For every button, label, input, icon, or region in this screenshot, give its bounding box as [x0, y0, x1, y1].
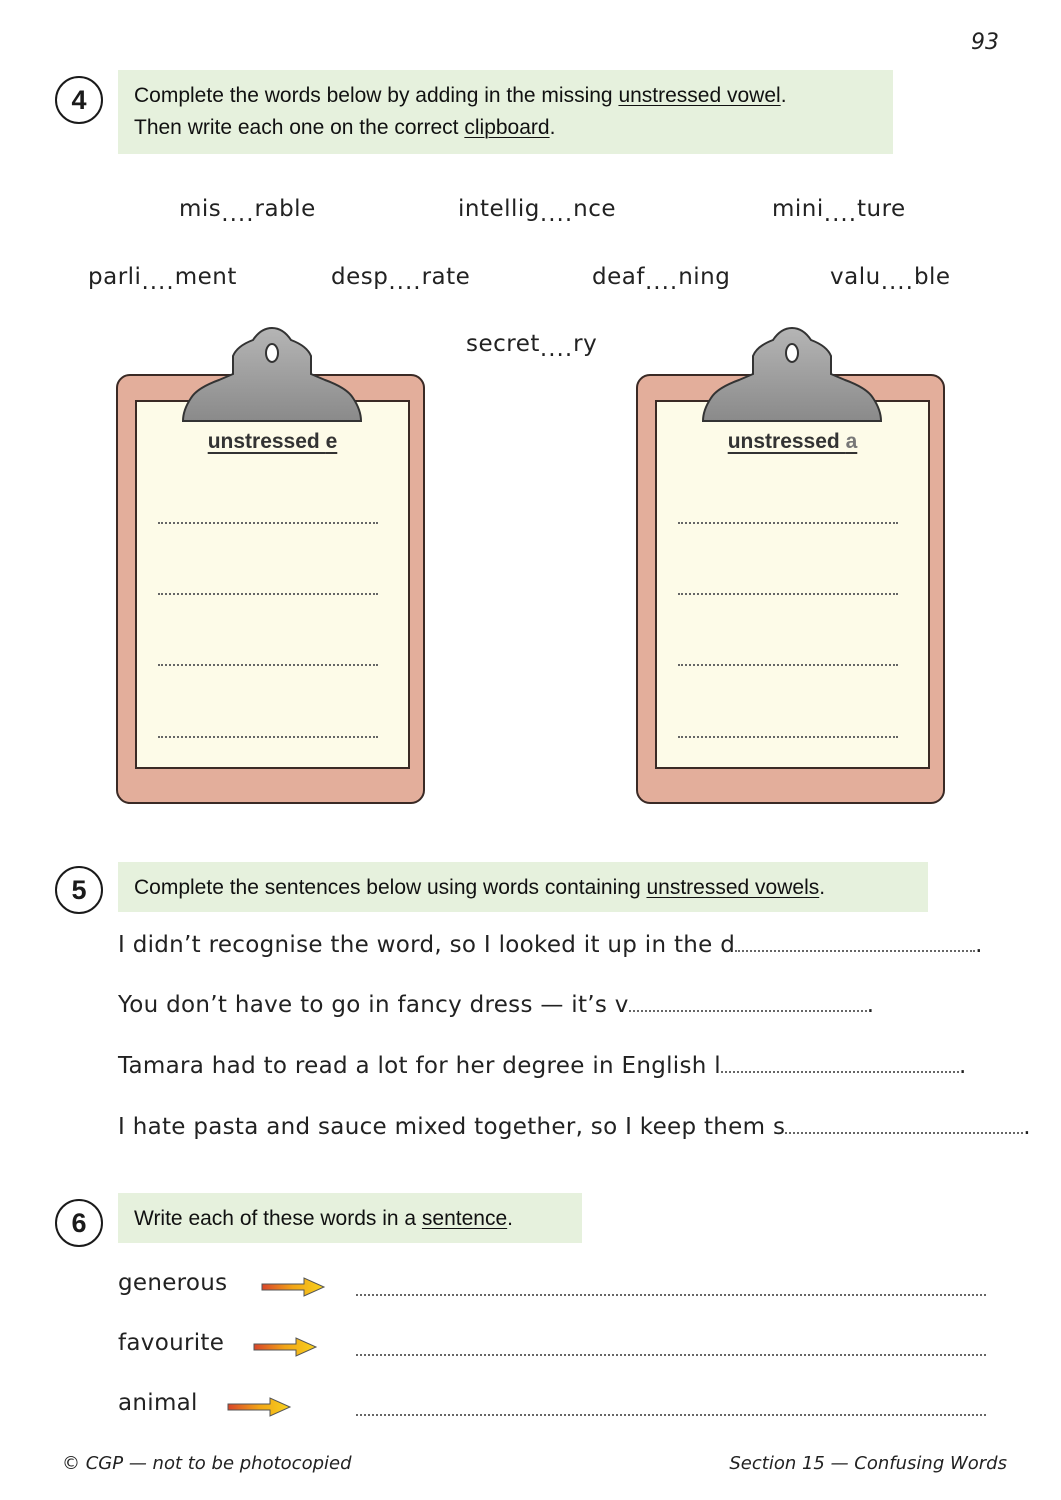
clipboard-clip-icon: [695, 326, 890, 424]
arrow-right-icon: [226, 1396, 292, 1418]
q6-instruction-text: Write each of these words in a: [134, 1207, 422, 1230]
question-4-instruction: [118, 70, 893, 154]
q4-instruction-underlined-2: clipboard: [464, 116, 550, 139]
sentence-line: Tamara had to read a lot for her degree in English l .: [118, 1053, 967, 1079]
question-6-instruction: [118, 1193, 582, 1243]
q4-instruction-underlined-1: unstressed vowel: [618, 84, 781, 107]
sentence-blank[interactable]: [785, 1131, 1023, 1134]
sentence-blank[interactable]: [629, 1009, 867, 1012]
question-5-instruction: [118, 862, 928, 912]
q5-instruction-underlined: unstressed vowels: [646, 876, 820, 899]
footer-copyright: © CGP — not to be photocopied: [62, 1453, 352, 1474]
q6-instruction-punct: .: [507, 1207, 513, 1230]
answer-line[interactable]: [158, 736, 378, 738]
q5-instruction-punct: .: [819, 876, 826, 899]
clipboard-paper-e: [135, 400, 410, 769]
answer-line[interactable]: [678, 522, 898, 524]
arrow-right-icon: [260, 1276, 326, 1298]
word-gap-item: mini....ture: [772, 196, 906, 227]
sentence-line: I hate pasta and sauce mixed together, so I keep them s .: [118, 1114, 1031, 1140]
sentence-blank[interactable]: [735, 949, 975, 952]
answer-line[interactable]: [678, 593, 898, 595]
target-word: animal: [118, 1390, 198, 1416]
sentence-line: I didn’t recognise the word, so I looked it up in the d .: [118, 932, 983, 958]
clipboard-clip-icon: [175, 326, 370, 424]
answer-line[interactable]: [356, 1414, 986, 1416]
question-number-5: 5: [55, 866, 103, 914]
answer-line[interactable]: [158, 593, 378, 595]
q6-instruction-underlined: sentence: [421, 1207, 508, 1230]
answer-line[interactable]: [356, 1294, 986, 1296]
q4-instruction-text: Complete the words below by adding in the missing: [134, 84, 619, 107]
sentence-line: You don’t have to go in fancy dress — it’s v .: [118, 992, 875, 1018]
answer-line[interactable]: [158, 522, 378, 524]
question-number-6: 6: [55, 1199, 103, 1247]
clipboard-paper-a: [655, 400, 930, 769]
footer-section: Section 15 — Confusing Words: [729, 1453, 1007, 1474]
answer-line[interactable]: [678, 736, 898, 738]
question-number-4: 4: [55, 76, 103, 124]
q4-instruction-text-2: Then write each one on the correct: [134, 116, 465, 139]
sentence-blank[interactable]: [721, 1070, 959, 1073]
word-gap-item: intellig....nce: [458, 196, 617, 227]
word-gap-item: desp....rate: [331, 264, 471, 295]
answer-line[interactable]: [678, 664, 898, 666]
answer-line[interactable]: [356, 1354, 986, 1356]
clipboard-title-e: unstressed e: [207, 430, 338, 453]
word-gap-item: mis....rable: [179, 196, 316, 227]
word-gap-item: valu....ble: [830, 264, 951, 295]
q4-instruction-punct-2: .: [549, 116, 556, 139]
answer-line[interactable]: [158, 664, 378, 666]
clipboard-title-a: unstressed a: [727, 430, 858, 453]
q5-instruction-text: Complete the sentences below using words containing: [134, 876, 647, 899]
target-word: generous: [118, 1270, 228, 1296]
target-word: favourite: [118, 1330, 225, 1356]
word-gap-item: secret....ry: [466, 331, 598, 362]
arrow-right-icon: [252, 1336, 318, 1358]
q4-instruction-punct-1: .: [780, 84, 787, 107]
word-gap-item: deaf....ning: [592, 264, 731, 295]
page-number: 93: [971, 30, 999, 55]
word-gap-item: parli....ment: [88, 264, 237, 295]
